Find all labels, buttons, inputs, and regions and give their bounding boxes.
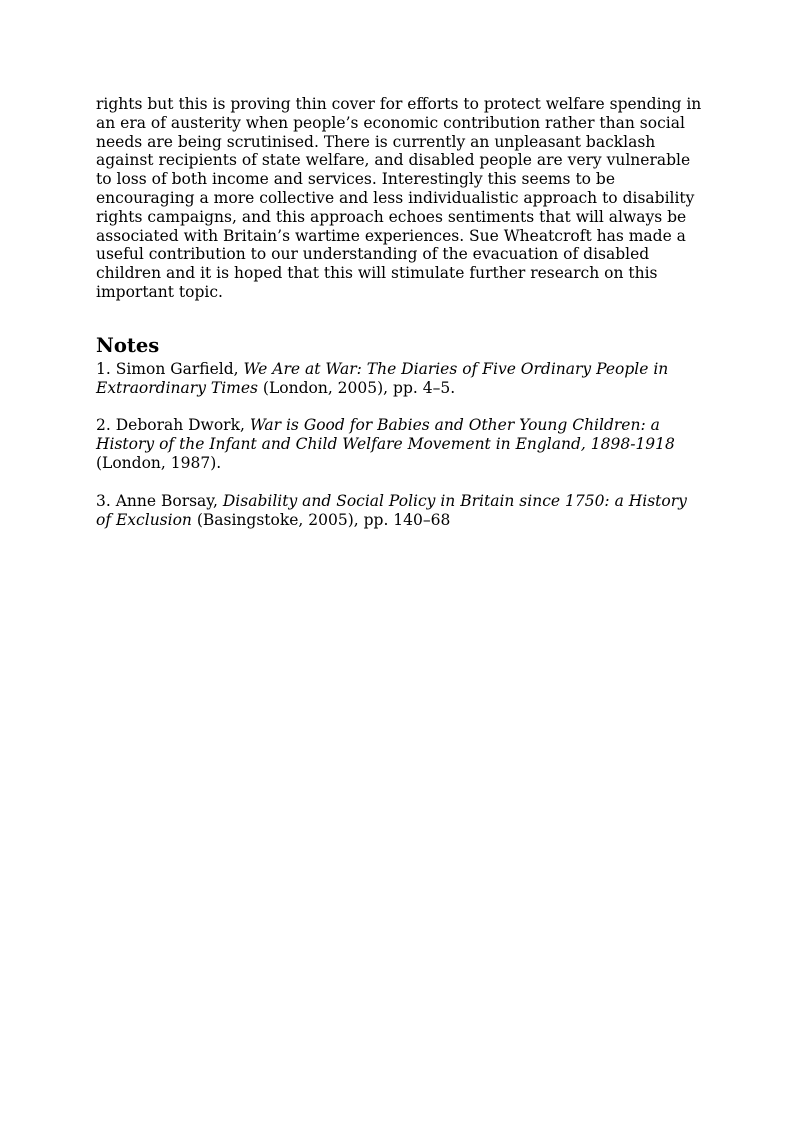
note-2-suffix: (London, 1987). bbox=[96, 453, 222, 472]
note-3 bbox=[96, 492, 706, 530]
note-3-prefix: 3. Anne Borsay, bbox=[96, 491, 223, 510]
note-3-title: Disability and Social Policy in Britain since 1750: a History of Exclusion bbox=[96, 491, 687, 529]
note-3-suffix: (Basingstoke, 2005), pp. 140–68 bbox=[191, 510, 451, 529]
document-page bbox=[96, 95, 706, 548]
note-1-suffix: (London, 2005), pp. 4–5. bbox=[258, 378, 456, 397]
note-1 bbox=[96, 360, 706, 398]
note-2 bbox=[96, 416, 706, 472]
note-2-prefix: 2. Deborah Dwork, bbox=[96, 416, 250, 435]
note-2-title: War is Good for Babies and Other Young Children: a History of the Infant and Child Welfare Movement in England, 1898-1918 bbox=[96, 416, 675, 454]
body-paragraph: rights but this is proving thin cover for efforts to protect welfare spending in an era of austerity when people’s economic contribution rather than social needs are being scrutinised. There is currently an unpleasant backlash against recipients of state welfare, and disabled people are very vulnerable to loss of both income and services. Interestingly this seems to be encouraging a more collective and less individualistic approach to disability rights campaigns, and this approach echoes sentiments that will always be associated with Britain’s wartime experiences. Sue Wheatcroft has made a useful contribution to our understanding of the evacuation of disabled children and it is hoped that this will stimulate further research on this important topic. bbox=[96, 95, 702, 301]
notes-heading: Notes bbox=[96, 333, 160, 357]
note-1-title: We Are at War: The Diaries of Five Ordinary People in Extraordinary Times bbox=[96, 359, 669, 397]
note-1-prefix: 1. Simon Garfield, bbox=[96, 359, 244, 378]
